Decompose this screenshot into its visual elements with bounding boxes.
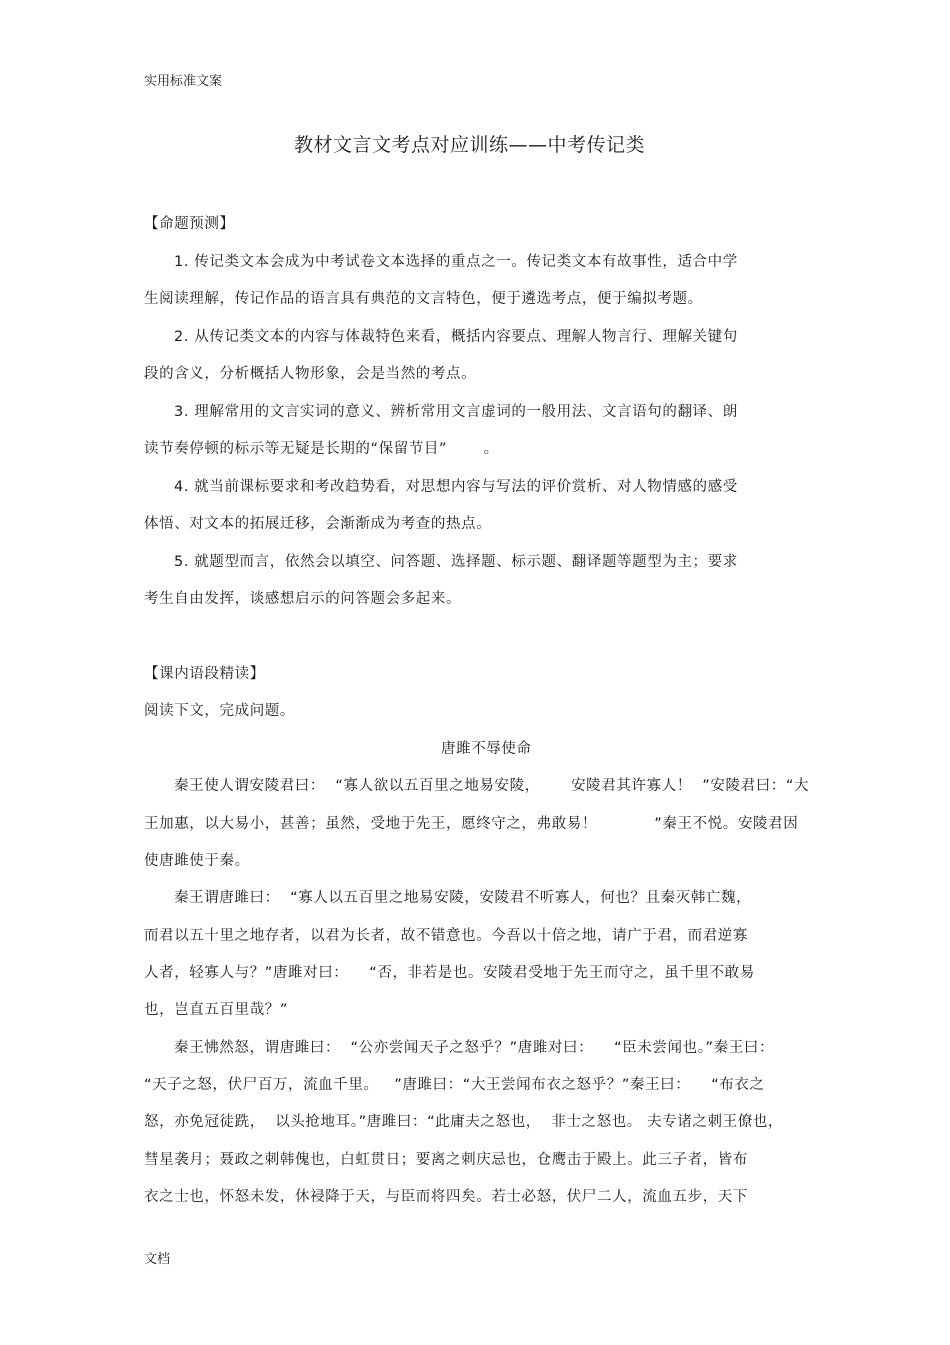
page-header-label: 实用标准文案: [144, 74, 223, 89]
passage-line: 秦王怫然怒，谓唐雎曰： “公亦尝闻天子之怒乎？”唐雎对曰： “臣未尝闻也。”秦王曰：: [174, 1040, 775, 1056]
document-title: 教材文言文考点对应训练——中考传记类: [294, 134, 646, 156]
passage-line: 人者，轻寡人与？”唐雎对曰： “否，非若是也。安陵君受地于先王而守之，虽千里不敢易: [144, 965, 755, 981]
passage-line: 秦王谓唐雎曰： “寡人以五百里之地易安陵，安陵君不听寡人，何也？且秦灭韩亡魏，: [174, 890, 752, 906]
passage-title: 唐雎不辱使命: [441, 741, 532, 757]
prediction-line: 1. 传记类文本会成为中考试卷文本选择的重点之一。传记类文本有故事性，适合中学: [174, 254, 738, 270]
passage-line: 彗星袭月；聂政之刺韩傀也，白虹贯日；要离之刺庆忌也，仓鹰击于殿上。此三子者，皆布: [144, 1152, 748, 1168]
page-footer-label: 文档: [144, 1252, 171, 1267]
prediction-line: 生阅读理解，传记作品的语言具有典范的文言特色，便于遴选考点，便于编拟考题。: [144, 291, 703, 307]
prediction-line: 5. 就题型而言，依然会以填空、问答题、选择题、标示题、翻译题等题型为主；要求: [174, 554, 738, 570]
passage-line: 而君以五十里之地存者，以君为长者，故不错意也。今吾以十倍之地，请广于君，而君逆寡: [144, 928, 748, 944]
prediction-line: 体悟、对文本的拓展迁移，会渐渐成为考查的热点。: [144, 516, 492, 532]
section-heading-prediction: 【命题预测】: [144, 216, 235, 232]
passage-line: 使唐雎使于秦。: [144, 853, 250, 869]
passage-line: 怒，亦免冠徒跣， 以头抢地耳。”唐雎曰：“此庸夫之怒也， 非士之怒也。 夫专诸之刺王僚也，: [144, 1114, 784, 1130]
passage-line: 王加惠，以大易小，甚善；虽然，受地于先王，愿终守之，弗敢易！ ”秦王不悦。安陵君因: [144, 816, 799, 832]
passage-line: “天子之怒，伏尸百万，流血千里。 ”唐雎曰：“大王尝闻布衣之怒乎？”秦王曰： “布衣之: [144, 1077, 765, 1093]
prediction-line: 考生自由发挥，谈感想启示的问答题会多起来。: [144, 591, 462, 607]
prediction-line: 4. 就当前课标要求和考改趋势看，对思想内容与写法的评价赏析、对人物情感的感受: [174, 479, 738, 495]
passage-line: 也，岂直五百里哉？”: [144, 1002, 289, 1018]
passage-line: 衣之士也，怀怒未发，休祲降于天，与臣而将四矣。若士必怒，伏尸二人，流血五步，天下: [144, 1189, 748, 1205]
section-heading-reading: 【课内语段精读】: [144, 666, 265, 682]
prediction-line: 3. 理解常用的文言实词的意义、辨析常用文言虚词的一般用法、文言语句的翻译、朗: [174, 404, 738, 420]
prediction-line: 2. 从传记类文本的内容与体裁特色来看，概括内容要点、理解人物言行、理解关键句: [174, 329, 738, 345]
reading-instruction: 阅读下文，完成问题。: [144, 703, 295, 719]
prediction-line: 段的含义，分析概括人物形象，会是当然的考点。: [144, 366, 477, 382]
passage-line: 秦王使人谓安陵君曰： “寡人欲以五百里之地易安陵， 安陵君其许寡人！ ”安陵君曰：“大: [174, 778, 810, 794]
prediction-line: 读节奏停顿的标示等无疑是长期的“保留节目” 。: [144, 441, 499, 457]
